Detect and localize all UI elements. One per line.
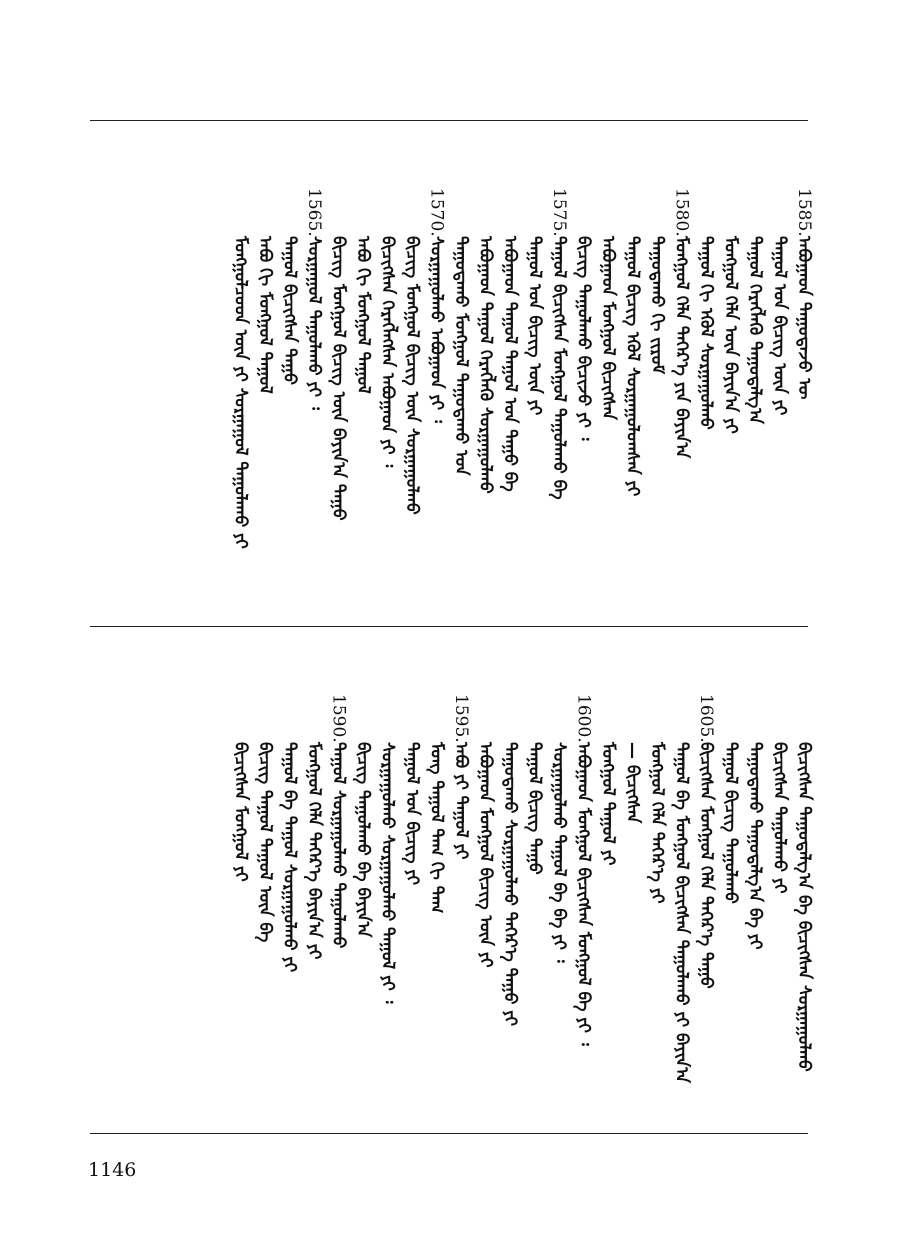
bottom-rule <box>90 1133 808 1134</box>
line-number: 1590. <box>328 694 349 743</box>
text-line: ᠠᠪᠤ ᠶᠢ ᠳᠠᠭᠤᠯ ᠶᠢ <box>451 742 471 860</box>
text-line: ᠠᠪᠤᠭᠠᠳ ᠳᠠᠭᠤᠯ ᠳᠠᠭᠤᠯ ᠤᠨ ᠳᠠᠭᠤ ᠪᠠ <box>500 236 520 492</box>
line-number: 1575. <box>549 188 569 237</box>
text-line: ᠳᠠᠭᠤᠯ ᠪᠠ ᠮᠣᠩᠭᠣᠯ ᠪᠢᠴᠢᠭᠰᠡᠨ ᠳᠠᠭᠤᠯᠠᠬᠤ ᠶᠢ ᠪᠠᠶᠢᠨ᠎ᠠ <box>671 742 692 1083</box>
text-line: ᠮᠣᠩᠭᠣᠯᠴᠤᠳ ᠦᠨ ᠶᠢ ᠰᠤᠷᠭᠠᠭᠤᠯ ᠳᠠᠭᠤᠯᠠᠬᠤ ᠶᠢ <box>230 236 251 549</box>
text-line: ᠪᠢᠴᠢᠭ᠌ ᠮᠣᠩᠭᠣᠯ ᠪᠢᠴᠢᠭ᠌ ᠦᠨ ᠪᠠᠶᠢᠨ᠎ᠠ ᠳᠠᠭᠤ <box>328 236 349 521</box>
text-line: ᠠᠪᠤᠭᠠᠳ ᠮᠣᠩᠭᠣᠯ ᠪᠢᠴᠢᠭᠰᠡᠨ ᠮᠣᠩᠭᠣᠯ ᠪᠠ ᠶᠢ ᠄ <box>573 742 594 1046</box>
text-line: ᠳᠠᠭᠤᠳᠠᠬᠤ ᠳᠠᠭᠤᠳᠠᠯᠭ᠎ᠠ ᠪᠠ ᠶᠢ <box>745 742 765 950</box>
line-number: 1605. <box>696 694 716 743</box>
text-line: ᠪᠢᠴᠢᠭᠰᠡᠨ ᠬᠡᠷᠡᠭᠯᠡᠭᠰᠡᠨ ᠠᠪᠤᠭᠠᠳ ᠶᠢ ᠄ <box>377 236 398 468</box>
text-line: ᠰᠤᠷᠭᠠᠭᠤᠯᠬᠤ ᠰᠤᠷᠭᠠᠭᠤᠯᠬᠤ ᠳᠠᠭᠤᠯ ᠶᠢ ᠄ <box>377 742 398 1004</box>
text-line: ᠠᠪᠤ ᠬᠢ ᠮᠣᠩᠭᠣᠯ ᠳᠠᠭᠤᠯ <box>353 236 373 394</box>
line-number: 1585. <box>794 188 814 237</box>
text-line: ᠳᠠᠭᠤᠯ ᠬᠢ ᠡᠭᠦᠯ ᠰᠤᠷᠭᠠᠭᠤᠯᠬᠤ <box>696 236 716 430</box>
line-number: 1565. <box>304 188 324 237</box>
text-line: ᠪᠢᠴᠢᠭᠰᠡᠨ ᠮᠣᠩᠭᠣᠯ ᠬᠡᠯᠡ ᠳᠡᠭᠡᠷ᠎ᠡ ᠳᠠᠭᠤ <box>696 742 716 989</box>
text-line: ᠰᠤᠷᠭᠠᠭᠤᠯᠬᠤ ᠳᠠᠭᠤᠯ ᠪᠠ ᠪᠠ ᠶᠢ ᠄ <box>549 742 569 963</box>
text-line: ᠳᠠᠭᠤᠯ ᠪᠢᠴᠢᠭᠰᠡᠨ ᠮᠣᠩᠭᠣᠯ ᠳᠠᠭᠤᠯᠠᠬᠤ ᠪᠠ <box>549 236 569 500</box>
text-line: ᠠᠪᠤᠭᠠᠳ ᠳᠠᠭᠤᠳᠠᠵᠤ ᠦ <box>794 236 814 400</box>
top-rule <box>90 120 808 121</box>
text-line: ᠳᠠᠭᠤᠯ ᠪᠠ ᠳᠠᠭᠤᠯ ᠰᠤᠷᠭᠠᠭᠤᠯᠬᠤ ᠶᠢ <box>279 742 300 973</box>
text-line: ᠰᠤᠷᠭᠠᠭᠤᠯᠬᠤ ᠠᠪᠤᠭᠠᠳ ᠶᠢ ᠄ <box>426 236 447 423</box>
text-line: ᠮᠣᠩᠭᠣᠯ ᠬᠡᠯᠡ ᠳᠡᠭᠡᠷ᠎ᠡ ᠶᠢᠨ ᠪᠠᠶᠢᠨ᠎ᠠ <box>671 236 692 459</box>
text-line: ᠰᠤᠷᠭᠠᠭᠤᠯ ᠳᠠᠭᠤᠯᠠᠬᠤ ᠶᠢ ᠄ <box>304 236 324 410</box>
text-line: ᠳᠠᠭᠤᠳᠠᠬᠤ ᠰᠤᠷᠭᠠᠭᠤᠯᠬᠤ ᠳᠡᠭᠡᠷ᠎ᠡ ᠳᠠᠭᠤ ᠶᠢ <box>500 742 520 1026</box>
text-line: ᠳᠠᠭᠤᠯ ᠤᠨ ᠪᠢᠴᠢᠭ᠌ ᠦᠨ ᠶᠢ <box>769 236 790 416</box>
line-number: 1580. <box>671 188 692 237</box>
text-line: ᠮᠣᠩᠭᠣᠯ ᠬᠡᠯᠡ ᠳᠡᠭᠡᠷ᠎ᠡ ᠪᠠᠶᠢᠨ᠎ᠠ ᠶᠢ <box>304 742 324 960</box>
text-line: ᠮᠣᠩᠭᠣᠯ ᠬᠡᠯᠡ ᠳᠡᠭᠡᠷ᠎ᠡ ᠶᠢ <box>647 742 667 904</box>
middle-rule <box>90 626 808 627</box>
text-line: ᠪᠢᠴᠢᠭᠰᠡᠨ ᠮᠣᠩᠭᠣᠯ ᠶᠢ <box>230 742 251 882</box>
text-line: ᠳᠠᠭᠤᠯ ᠪᠢᠴᠢᠭ᠌ ᠳᠠᠭᠤ <box>524 742 545 875</box>
text-line: ᠳᠠᠭᠤᠯ ᠬᠡᠷᠡᠭᠯᠡᠬᠦ ᠳᠠᠭᠤᠳᠠᠯᠭ᠎ᠠ <box>745 236 765 424</box>
line-number: 1595. <box>451 694 471 743</box>
text-line: ᠳᠠᠭᠤᠯ ᠰᠤᠷᠭᠠᠭᠤᠯᠬᠤ ᠳᠠᠭᠤᠯᠠᠬᠤ <box>328 742 349 949</box>
text-line: ᠳᠠᠭᠤᠳᠠᠬᠤ ᠬᠢ ᠵᠢᠷᠤᠮ <box>647 236 667 375</box>
text-line: ᠮᠣᠩᠭᠣᠯ ᠬᠡᠯᠡ ᠦᠨ ᠪᠠᠶᠢᠨ᠎ᠠ ᠶᠢ <box>720 236 741 434</box>
text-line: ᠪᠢᠴᠢᠭ᠌ ᠳᠠᠭᠤᠯᠠᠬᠤ ᠪᠠ ᠪᠠᠶᠢᠨ᠎ᠠ <box>353 742 373 938</box>
text-line: ᠮᠣᠩᠭᠣᠯ ᠳᠠᠭᠤᠯ ᠶᠢ <box>598 742 618 866</box>
text-line: ᠪᠢᠴᠢᠭ ᠳᠠᠭᠤᠯ ᠳᠠᠭᠤᠯ ᠦᠨ ᠪᠠ <box>255 742 275 943</box>
lower-text-section <box>90 694 814 1083</box>
text-line: ᠠᠪᠤᠭᠠᠳ ᠮᠣᠩᠭᠣᠯ ᠪᠢᠴᠢᠭᠰᠡᠨ <box>598 236 618 420</box>
text-line: ᠳᠠᠭᠤᠯ ᠪᠢᠴᠢᠭ ᠳᠠᠭᠤᠯᠠᠬᠤ <box>720 742 741 904</box>
text-line: ᠮᠣᠩ ᠳᠠᠭᠤᠯ ᠳᠠᠭ ᠬᠢ ᠳᠠᠭ <box>426 742 447 914</box>
text-line: ᠪᠢᠴᠢᠭᠰᠡᠨ ᠳᠠᠭᠤᠳᠠᠯᠭ᠎ᠠ ᠪᠠ ᠪᠢᠴᠢᠭᠰᠡᠨ ᠰᠤᠷᠭᠠᠭᠤᠯᠬᠤ <box>794 742 814 1072</box>
page-number: 1146 <box>88 1159 137 1181</box>
text-line: ᠳᠠᠭᠤᠯ ᠪᠢᠴᠢᠭ ᠡᠭᠦᠯ ᠰᠤᠷᠭᠠᠭᠤᠯᠤᠭᠰᠠᠨ ᠶᠢ <box>622 236 643 497</box>
text-line: ᠪᠢᠴᠢᠭ᠌ ᠳᠠᠭᠤᠯᠠᠬᠤ ᠪᠢᠴᠢᠵᠦ ᠶᠢ ᠄ <box>573 236 594 441</box>
text-line: ᠪᠢᠴᠢᠭᠰᠡᠨ ᠳᠠᠭᠤᠯᠠᠬᠤ ᠶᠢ <box>769 742 790 894</box>
text-line: ᠳᠠᠭᠤᠯ ᠤᠨ ᠪᠢᠴᠢᠭ᠌ ᠦᠨ ᠶᠢ <box>524 236 545 416</box>
line-number: 1570. <box>426 188 447 237</box>
text-line: — ᠪᠢᠴᠢᠭᠰᠡᠨ <box>622 742 643 824</box>
text-line: ᠳᠠᠭᠤᠯ ᠤᠨ ᠪᠢᠴᠢᠭ᠌ ᠶᠢ <box>402 742 422 886</box>
line-number: 1600. <box>573 694 594 743</box>
text-line: ᠳᠠᠭᠤᠳᠠᠬᠤ ᠮᠣᠩᠭᠣᠯ ᠳᠠᠭᠤᠳᠠᠬᠤ ᠤᠨ <box>451 236 471 476</box>
text-line: ᠪᠢᠴᠢᠭ᠌ ᠮᠣᠩᠭᠣᠯ ᠪᠢᠴᠢᠭ᠌ ᠦᠨ ᠰᠤᠷᠭᠠᠭᠤᠯᠬᠤ <box>402 236 422 515</box>
text-line: ᠠᠪᠤᠭᠠᠳ ᠮᠣᠩᠭᠣᠯ ᠪᠢᠴᠢᠭ᠌ ᠦᠨ ᠶᠢ <box>475 742 496 968</box>
text-line: ᠠᠪᠤ ᠬᠢ ᠮᠣᠩᠭᠣᠯ ᠳᠠᠭᠤᠯ <box>255 236 275 394</box>
text-line: ᠳᠠᠭᠤᠯ ᠪᠢᠴᠢᠭᠰᠡᠨ ᠳᠠᠭᠤ <box>279 236 300 385</box>
text-line: ᠠᠪᠤᠭᠠᠳ ᠳᠠᠭᠤᠯ ᠬᠡᠷᠡᠭᠯᠡᠬᠦ ᠰᠤᠷᠭᠠᠭᠤᠯᠬᠤ <box>475 236 496 494</box>
upper-text-section <box>90 188 814 549</box>
